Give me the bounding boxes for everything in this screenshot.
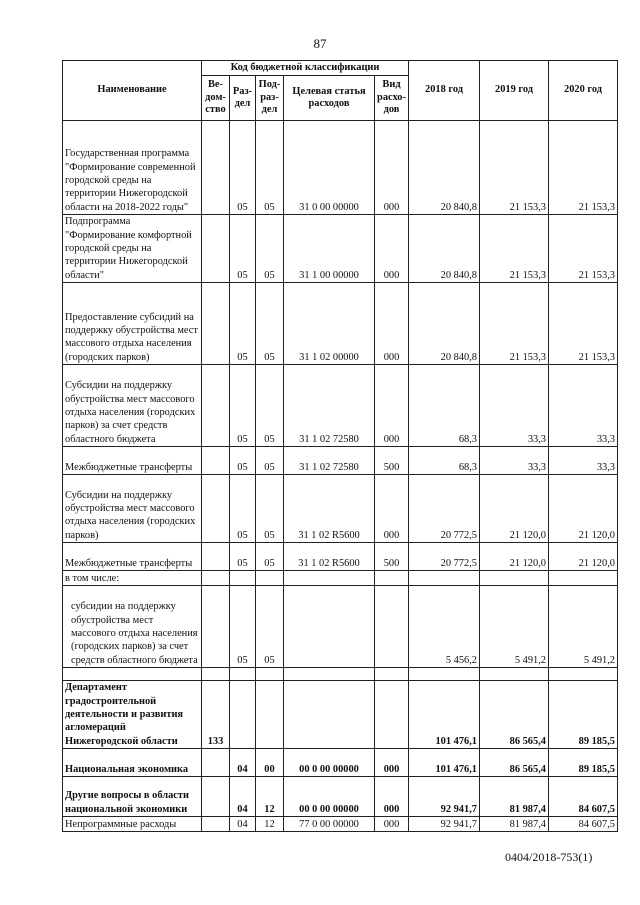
row-podrazdel: 12 [256, 777, 284, 817]
header-2020: 2020 год [549, 61, 618, 121]
row-ved: 133 [202, 681, 230, 749]
row-ved [202, 777, 230, 817]
row-target: 00 0 00 00000 [284, 777, 375, 817]
table-row [63, 283, 618, 365]
row-razdel: 05 [230, 365, 256, 447]
table-row [63, 777, 618, 817]
row-2018: 5 456,2 [409, 586, 480, 668]
header-name: Наименование [63, 61, 202, 121]
row-name: субсидии на поддержку обустройства мест массового отдыха населения (городских парков) за счет средств областного бюджета [63, 586, 202, 668]
row-target [284, 571, 375, 586]
table-row [63, 749, 618, 777]
row-razdel: 05 [230, 447, 256, 475]
row-vid: 000 [375, 475, 409, 543]
row-target: 00 0 00 00000 [284, 749, 375, 777]
row-name: Национальная экономика [63, 749, 202, 777]
row-2020: 5 491,2 [549, 586, 618, 668]
row-name: Предоставление субсидий на поддержку обустройства мест массового отдыха населения (городских парков) [63, 283, 202, 365]
row-podrazdel: 05 [256, 586, 284, 668]
row-podrazdel: 05 [256, 365, 284, 447]
row-2019: 21 153,3 [480, 121, 549, 215]
row-ved [202, 543, 230, 571]
header-razdel: Раз-дел [230, 76, 256, 121]
row-2019: 86 565,4 [480, 749, 549, 777]
row-2019: 33,3 [480, 365, 549, 447]
row-podrazdel: 00 [256, 749, 284, 777]
empty-cell [549, 668, 618, 681]
row-2020: 21 153,3 [549, 121, 618, 215]
row-podrazdel: 05 [256, 215, 284, 283]
row-name: Непрограммные расходы [63, 817, 202, 832]
row-name: Межбюджетные трансферты [63, 543, 202, 571]
header-target: Целевая статья расходов [284, 76, 375, 121]
row-target: 31 1 02 72580 [284, 447, 375, 475]
row-ved [202, 283, 230, 365]
row-target: 31 1 02 00000 [284, 283, 375, 365]
empty-cell [256, 668, 284, 681]
row-2019: 21 153,3 [480, 283, 549, 365]
row-ved [202, 121, 230, 215]
row-razdel: 04 [230, 749, 256, 777]
table-row [63, 475, 618, 543]
row-2018: 101 476,1 [409, 681, 480, 749]
table-row [63, 447, 618, 475]
row-2020: 21 153,3 [549, 283, 618, 365]
row-2020: 33,3 [549, 447, 618, 475]
row-2020: 33,3 [549, 365, 618, 447]
row-2020: 89 185,5 [549, 749, 618, 777]
row-2018: 68,3 [409, 447, 480, 475]
row-razdel: 04 [230, 817, 256, 832]
empty-cell [230, 668, 256, 681]
header-vedomstvo: Ве-дом-ство [202, 76, 230, 121]
row-vid: 000 [375, 365, 409, 447]
table-row [63, 586, 618, 668]
empty-cell [409, 668, 480, 681]
row-name: Субсидии на поддержку обустройства мест массового отдыха населения (городских парков) за счет средств областного бюджета [63, 365, 202, 447]
row-vid: 000 [375, 215, 409, 283]
row-2018 [409, 571, 480, 586]
row-2020: 84 607,5 [549, 817, 618, 832]
row-razdel: 05 [230, 586, 256, 668]
empty-cell [284, 668, 375, 681]
row-2020: 21 153,3 [549, 215, 618, 283]
row-ved [202, 571, 230, 586]
row-ved [202, 586, 230, 668]
row-ved [202, 817, 230, 832]
document-code: 0404/2018-753(1) [505, 850, 593, 864]
header-2019: 2019 год [480, 61, 549, 121]
row-vid [375, 681, 409, 749]
row-name: Межбюджетные трансферты [63, 447, 202, 475]
row-2019 [480, 571, 549, 586]
row-razdel: 04 [230, 777, 256, 817]
row-razdel: 05 [230, 543, 256, 571]
budget-table [62, 60, 618, 832]
row-name: Другие вопросы в области национальной экономики [63, 777, 202, 817]
row-razdel: 05 [230, 475, 256, 543]
table-row [63, 543, 618, 571]
row-2019: 81 987,4 [480, 817, 549, 832]
row-2019: 33,3 [480, 447, 549, 475]
table-row [63, 571, 618, 586]
row-name: Департамент градостроительной деятельности и развития агломераций Нижегородской области [63, 681, 202, 749]
header-2018: 2018 год [409, 61, 480, 121]
row-razdel [230, 571, 256, 586]
row-2020: 21 120,0 [549, 475, 618, 543]
row-2018: 20 840,8 [409, 283, 480, 365]
row-ved [202, 749, 230, 777]
row-podrazdel: 05 [256, 543, 284, 571]
row-vid: 000 [375, 749, 409, 777]
row-name: Субсидии на поддержку обустройства мест массового отдыха населения (городских парков) [63, 475, 202, 543]
row-2018: 20 840,8 [409, 215, 480, 283]
row-2020: 84 607,5 [549, 777, 618, 817]
row-razdel [230, 681, 256, 749]
row-name [63, 668, 202, 681]
row-2018: 20 772,5 [409, 543, 480, 571]
row-target: 31 0 00 00000 [284, 121, 375, 215]
table-row [63, 365, 618, 447]
row-2019: 21 153,3 [480, 215, 549, 283]
row-2018: 101 476,1 [409, 749, 480, 777]
table-row [63, 681, 618, 749]
row-vid: 000 [375, 777, 409, 817]
row-2019: 81 987,4 [480, 777, 549, 817]
row-ved [202, 475, 230, 543]
row-name: Подпрограмма "Формирование комфортной городской среды на территории Нижегородской области" [63, 215, 202, 283]
row-podrazdel: 05 [256, 475, 284, 543]
row-ved [202, 215, 230, 283]
row-name: Государственная программа "Формирование современной городской среды на территории Нижегородской области на 2018-2022 годы" [63, 121, 202, 215]
row-2020 [549, 571, 618, 586]
header-code-group: Код бюджетной классификации [202, 61, 409, 76]
table-row [63, 817, 618, 832]
row-vid: 000 [375, 121, 409, 215]
table-row [63, 121, 618, 215]
empty-cell [375, 668, 409, 681]
row-2019: 21 120,0 [480, 543, 549, 571]
page-number: 87 [313, 36, 327, 51]
row-ved [202, 365, 230, 447]
empty-cell [480, 668, 549, 681]
row-2019: 21 120,0 [480, 475, 549, 543]
row-name: в том числе: [63, 571, 202, 586]
row-target [284, 681, 375, 749]
row-podrazdel: 05 [256, 447, 284, 475]
row-2020: 89 185,5 [549, 681, 618, 749]
row-podrazdel: 12 [256, 817, 284, 832]
table-row [63, 215, 618, 283]
row-razdel: 05 [230, 215, 256, 283]
row-vid: 500 [375, 543, 409, 571]
row-target [284, 586, 375, 668]
row-vid: 000 [375, 283, 409, 365]
row-2018: 92 941,7 [409, 777, 480, 817]
header-podrazdel: Под-раз-дел [256, 76, 284, 121]
row-ved [202, 447, 230, 475]
row-2020: 21 120,0 [549, 543, 618, 571]
row-target: 31 1 02 72580 [284, 365, 375, 447]
row-target: 31 1 02 R5600 [284, 543, 375, 571]
row-razdel: 05 [230, 121, 256, 215]
row-podrazdel [256, 571, 284, 586]
row-podrazdel: 05 [256, 283, 284, 365]
row-podrazdel: 05 [256, 121, 284, 215]
row-target: 31 1 00 00000 [284, 215, 375, 283]
row-2018: 20 840,8 [409, 121, 480, 215]
row-2018: 92 941,7 [409, 817, 480, 832]
row-2018: 20 772,5 [409, 475, 480, 543]
row-target: 31 1 02 R5600 [284, 475, 375, 543]
row-vid: 000 [375, 817, 409, 832]
row-target: 77 0 00 00000 [284, 817, 375, 832]
row-vid [375, 571, 409, 586]
row-vid [375, 586, 409, 668]
table-row-spacer [63, 668, 618, 681]
row-2018: 68,3 [409, 365, 480, 447]
empty-cell [202, 668, 230, 681]
row-vid: 500 [375, 447, 409, 475]
header-vid: Вид расхо-дов [375, 76, 409, 121]
row-2019: 5 491,2 [480, 586, 549, 668]
row-razdel: 05 [230, 283, 256, 365]
row-podrazdel [256, 681, 284, 749]
row-2019: 86 565,4 [480, 681, 549, 749]
